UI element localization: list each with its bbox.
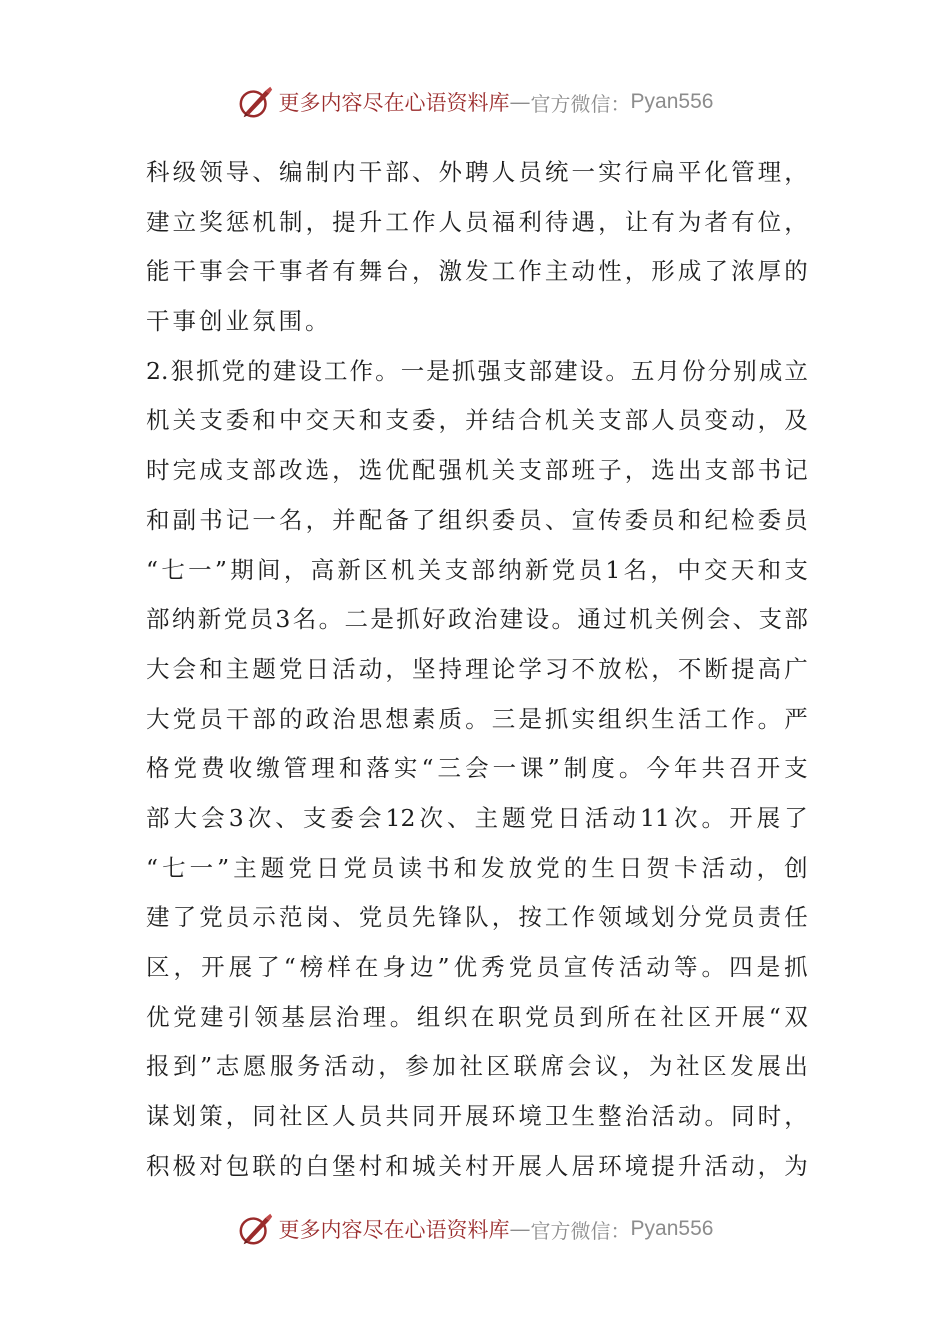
body-line: 和 副 书 记 一 名 ， 并 配 备 了 组 织 委 员 、 宣 传 委 员 和 纪 检 委 员 — [146, 505, 808, 534]
body-line: “ 七 一 ” 主 题 党 日 党 员 读 书 和 发 放 党 的 生 日 贺 卡 活 动 ， 创 — [146, 853, 808, 882]
header-wechat-label: 官方微信： — [530, 91, 631, 116]
body-line: 区 ， 开 展 了 “ 榜 样 在 身 边 ” 优 秀 党 员 宣 传 活 动 等 。 四 是 抓 — [146, 953, 808, 981]
header-brand-text: 更多内容尽在心语资料库 — [278, 91, 510, 115]
body-line: 部 大 会 3 次 、 支 委 会 12 次 、 主 题 党 日 活 动 11 次 。 开 展 了 — [146, 803, 808, 832]
body-line: 时 完 成 支 部 改 选 ， 选 优 配 强 机 关 支 部 班 子 ， 选 出 支 部 书 记 — [146, 456, 808, 485]
body-line: 大 党 员 干 部 的 政 治 思 想 素 质 。 三 是 抓 实 组 织 生 活 工 作 。 严 — [146, 704, 808, 733]
header-wechat-id: Pyan556 — [630, 90, 714, 113]
footer-separator: — — [509, 1217, 531, 1241]
body-line: 报 到 ” 志 愿 服 务 活 动 ， 参 加 社 区 联 席 会 议 ， 为 社 区 发 展 出 — [146, 1052, 808, 1081]
body-line: 优 党 建 引 领 基 层 治 理 。 组 织 在 职 党 员 到 所 在 社 区 开 展 “ 双 — [146, 1002, 808, 1031]
header-banner — [0, 80, 950, 124]
body-line: 积 极 对 包 联 的 白 堡 村 和 城 关 村 开 展 人 居 环 境 提 升 活 动 ， 为 — [146, 1151, 808, 1180]
body-line: 谋 划 策 ， 同 社 区 人 员 共 同 开 展 环 境 卫 生 整 治 活 动 。 同 时 ， — [146, 1102, 808, 1131]
body-line: 建 立 奖 惩 机 制 ， 提 升 工 作 人 员 福 利 待 遇 ， 让 有 为 者 有 位 ， — [146, 207, 808, 236]
body-line: 格 党 费 收 缴 管 理 和 落 实 “ 三 会 一 课 ” 制 度 。 今 年 共 召 开 支 — [146, 754, 808, 783]
body-line: 大 会 和 主 题 党 日 活 动 ， 坚 持 理 论 学 习 不 放 松 ， 不 断 提 高 广 — [146, 654, 808, 683]
body-line: 部 纳 新 党 员 3 名 。 二 是 抓 好 政 治 建 设 。 通 过 机 关 例 会 、 支 部 — [146, 605, 808, 634]
body-line: 干事创业氛围。 — [146, 307, 332, 336]
body-line: 2. 狠 抓 党 的 建 设 工 作 。 一 是 抓 强 支 部 建 设 。 五 月 份 分 别 成 立 — [146, 356, 808, 385]
body-line: “ 七 一 ” 期 间 ， 高 新 区 机 关 支 部 纳 新 党 员 1 名 ， 中 交 天 和 支 — [146, 555, 808, 584]
pen-logo-icon — [237, 83, 275, 121]
body-line: 能 干 事 会 干 事 者 有 舞 台 ， 激 发 工 作 主 动 性 ， 形 成 了 浓 厚 的 — [146, 257, 808, 286]
pen-logo-icon — [237, 1210, 275, 1248]
body-line: 建 了 党 员 示 范 岗 、 党 员 先 锋 队 ， 按 工 作 领 域 划 分 党 员 责 任 — [146, 903, 808, 932]
header-separator: — — [509, 90, 531, 114]
document-body — [146, 148, 808, 1191]
footer-wechat-id: Pyan556 — [630, 1217, 714, 1240]
body-line: 机 关 支 委 和 中 交 天 和 支 委 ， 并 结 合 机 关 支 部 人 员 变 动 ， 及 — [146, 406, 808, 435]
footer-banner — [0, 1207, 950, 1251]
footer-brand-text: 更多内容尽在心语资料库 — [278, 1218, 510, 1242]
footer-wechat-label: 官方微信： — [530, 1218, 631, 1243]
body-line: 科 级 领 导 、 编 制 内 干 部 、 外 聘 人 员 统 一 实 行 扁 平 化 管 理 ， — [146, 158, 808, 186]
